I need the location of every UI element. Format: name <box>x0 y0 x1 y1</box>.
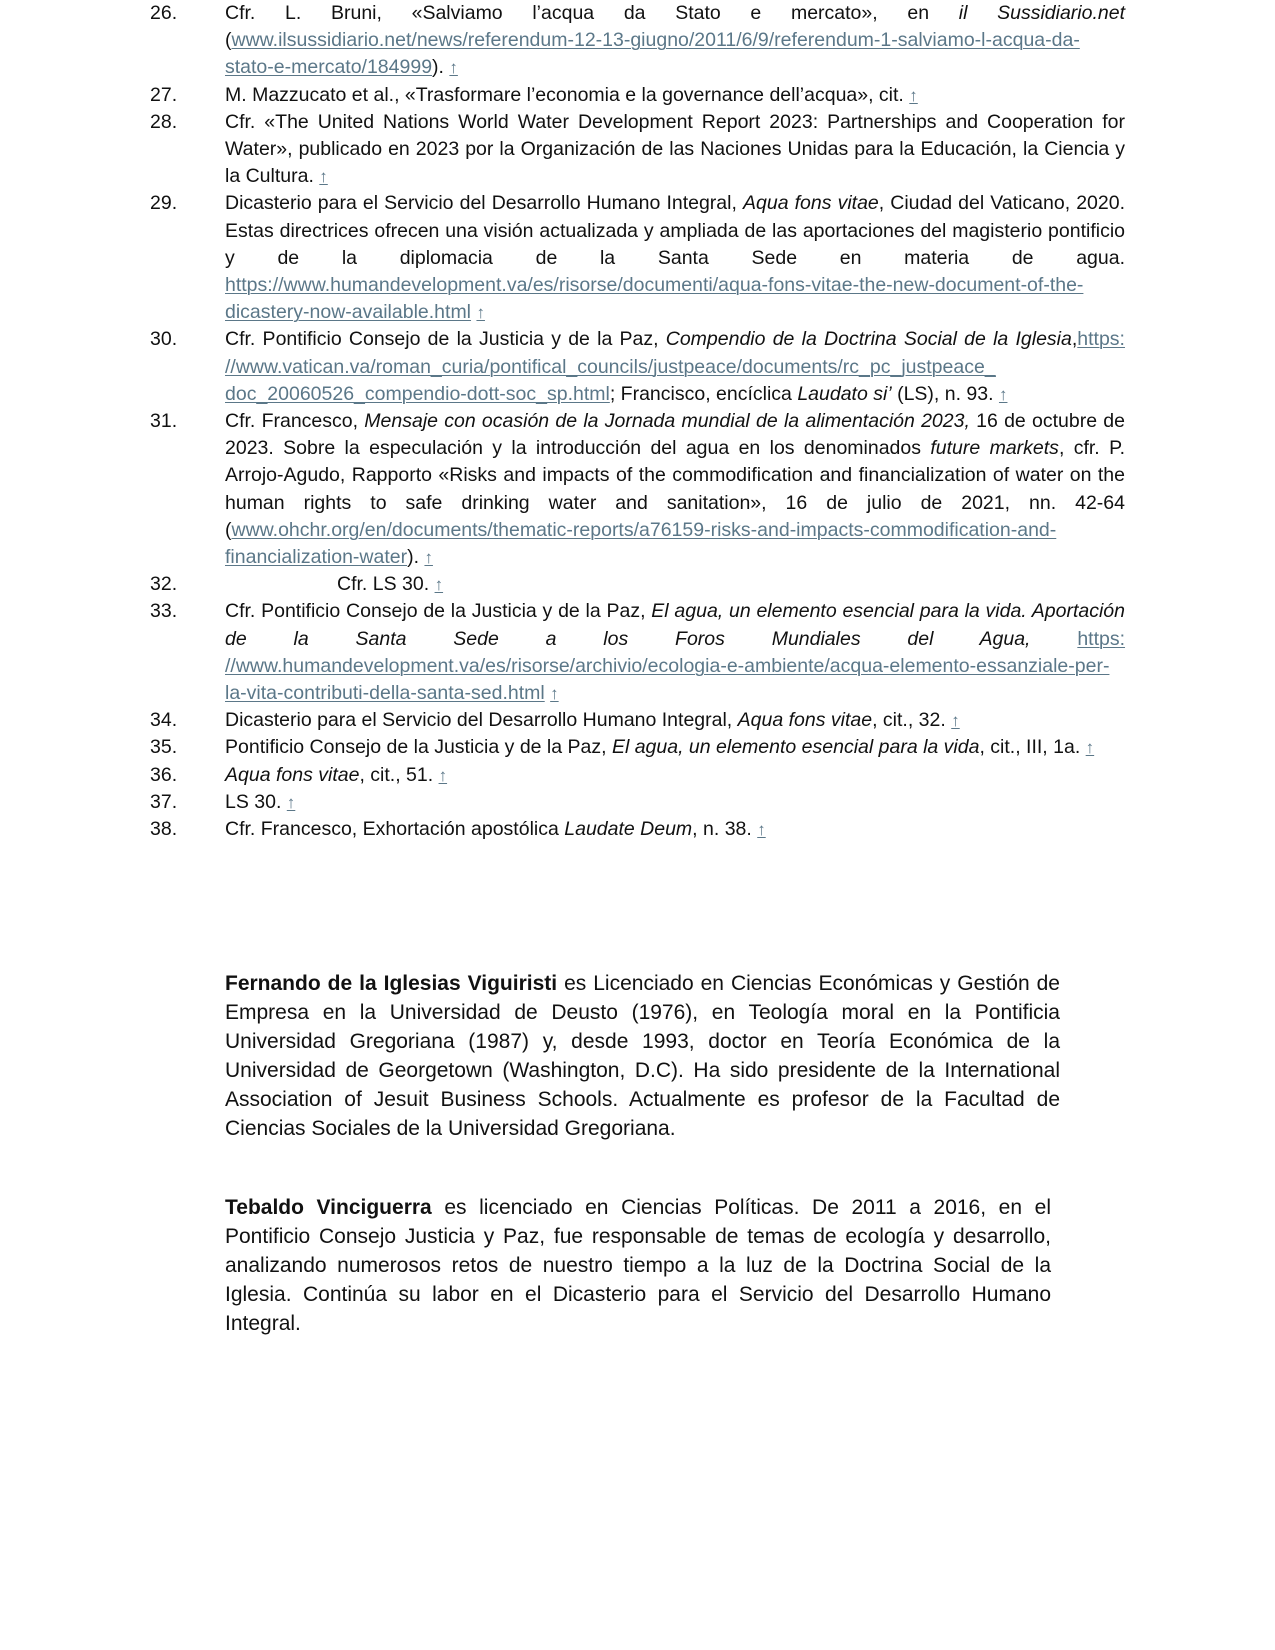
endnote-text <box>225 789 1125 816</box>
back-to-text-arrow-icon[interactable]: ↑ <box>434 575 444 595</box>
endnote-text <box>225 734 1125 761</box>
note-text-run: Cfr. Francesco, Exhortación apostólica <box>225 818 565 841</box>
endnote-item <box>150 571 1125 598</box>
endnote-number: 32. <box>150 573 178 596</box>
note-text-run: ; Francisco, encíclica <box>609 382 798 405</box>
back-to-text-arrow-icon[interactable]: ↑ <box>286 792 296 812</box>
endnote-number: 35. <box>150 736 178 759</box>
note-text-run: Dicasterio para el Servicio del Desarrollo Humano Integral, <box>225 709 738 732</box>
endnote-item <box>150 816 1125 843</box>
note-text-run: Cfr. Francesco, <box>225 410 365 433</box>
endnote-number: 28. <box>150 110 178 133</box>
endnote-item <box>150 190 1125 326</box>
italic-title: Laudate Deum <box>564 818 693 841</box>
endnote-text <box>225 326 1125 408</box>
note-text-run: Cfr. L. Bruni, «Salviamo l’acqua da Stato e mercato», en <box>225 2 959 24</box>
endnote-item <box>150 707 1125 734</box>
note-text-run: Cfr. Pontificio Consejo de la Justicia y de la Paz, <box>225 328 666 351</box>
back-to-text-arrow-icon[interactable]: ↑ <box>1085 738 1095 758</box>
note-text-run: ). <box>432 56 450 79</box>
reference-link[interactable]: https: //www.vatican.va/roman_curia/pontifical_councils/justpeace/documents/rc_pc_justpeace_ doc_20060526_compendio-dott-soc_sp.html <box>225 328 1125 405</box>
note-text-run: , n. 38. <box>692 818 758 841</box>
note-text-run: , <box>1071 328 1078 351</box>
reference-link[interactable]: https: //www.humandevelopment.va/es/risorse/archivio/ecologia-e-ambiente/acqua-elemento-essanziale-per-la-vita-contributi-della-santa-sed.html <box>225 627 1126 705</box>
endnote-text <box>225 762 1125 789</box>
endnote-text <box>225 408 1125 571</box>
italic-title: Compendio de la Doctrina Social de la Iglesia <box>665 328 1072 351</box>
italic-title: Laudato si’ <box>797 382 892 405</box>
endnote-number: 37. <box>150 790 178 813</box>
italic-title: El agua, un elemento esencial para la vida <box>611 736 980 759</box>
endnote-number: 31. <box>150 410 178 433</box>
author-bio-fernando <box>225 969 1060 1143</box>
back-to-text-arrow-icon[interactable]: ↑ <box>424 548 433 568</box>
back-to-text-arrow-icon[interactable]: ↑ <box>476 303 485 323</box>
author-bio-tebaldo <box>225 1193 1051 1338</box>
endnote-text <box>225 598 1125 707</box>
italic-title: Aqua fons vitae <box>225 763 360 786</box>
endnote-number: 27. <box>150 83 178 106</box>
back-to-text-arrow-icon[interactable]: ↑ <box>550 684 559 704</box>
endnote-text <box>225 109 1125 191</box>
note-text-run: Cfr. «The United Nations World Water Development Report 2023: Partnerships and Cooperation for Water», publicado en 2023 por la Organización de las Naciones Unidas para la Educación, la Ciencia y la Cultura. <box>225 110 1125 188</box>
note-text-run: , cit., III, 1a. <box>979 736 1086 759</box>
endnote-text <box>225 571 1125 598</box>
back-to-text-arrow-icon[interactable]: ↑ <box>319 167 328 187</box>
endnote-number: 30. <box>150 328 178 351</box>
endnote-text <box>225 707 1125 734</box>
italic-title: Aqua fons vitae <box>737 709 873 732</box>
note-text-run: LS 30. <box>225 790 287 813</box>
endnote-item <box>150 82 1125 109</box>
endnote-number: 36. <box>150 763 178 786</box>
note-text-run: M. Mazzucato et al., «Trasformare l’economia e la governance dell’acqua», cit. <box>225 83 910 106</box>
endnote-number: 34. <box>150 709 178 732</box>
reference-link[interactable]: https://www.humandevelopment.va/es/risorse/documenti/aqua-fons-vitae-the-new-document-of-the-dicastery-now-available.html <box>225 274 1084 324</box>
author-bio-text: es Licenciado en Ciencias Económicas y Gestión de Empresa en la Universidad de Deusto (1976), en Teología moral en la Pontificia Universidad Gregoriana (1987) y, desde 1993, doctor en Teoría Económica de la Universidad de Georgetown (Washington, D.C). Ha sido presidente de la International Association of Jesuit Business Schools. Actualmente es profesor de la Facultad de Ciencias Sociales de la Universidad Gregoriana. <box>225 972 1060 1140</box>
endnote-number: 26. <box>150 2 178 24</box>
endnote-item <box>150 0 1125 82</box>
endnotes-list <box>150 0 1125 843</box>
endnote-item <box>150 598 1125 707</box>
endnote-item <box>150 408 1125 571</box>
italic-title: Mensaje con ocasión de la Jornada mundial de la alimentación 2023, <box>364 410 970 433</box>
note-text-run: (LS), n. 93. <box>891 382 999 405</box>
endnote-text <box>225 0 1125 82</box>
note-text-run: Dicasterio para el Servicio del Desarrollo Humano Integral, <box>225 192 743 215</box>
endnote-number: 29. <box>150 192 178 215</box>
endnote-text <box>225 190 1125 326</box>
note-text-run <box>1030 628 1077 650</box>
endnote-text <box>225 816 1125 843</box>
endnote-text <box>225 82 1125 109</box>
note-text-run: , cit., 32. <box>872 709 952 732</box>
back-to-text-arrow-icon[interactable]: ↑ <box>757 820 766 840</box>
back-to-text-arrow-icon[interactable]: ↑ <box>438 765 448 785</box>
note-text-run: Cfr. LS 30. <box>337 573 435 596</box>
note-text-run: Pontificio Consejo de la Justicia y de la Paz, <box>225 736 612 759</box>
back-to-text-arrow-icon[interactable]: ↑ <box>951 711 960 731</box>
note-text-run: ). <box>407 546 425 569</box>
endnote-item <box>150 326 1125 408</box>
endnote-number: 33. <box>150 600 178 623</box>
author-name: Tebaldo Vinciguerra <box>225 1196 432 1219</box>
endnote-item <box>150 762 1125 789</box>
author-name: Fernando de la Iglesias Viguiristi <box>225 972 558 995</box>
endnote-number: 38. <box>150 818 178 841</box>
reference-link[interactable]: www.ohchr.org/en/documents/thematic-reports/a76159-risks-and-impacts-commodification-and-financialization-water <box>225 518 1057 569</box>
note-text-run: 16 de octubre de 2023. Sobre la especulación y la introducción del agua en los denominados <box>225 410 1125 460</box>
endnote-item <box>150 789 1125 816</box>
note-text-run: ( <box>225 29 232 52</box>
italic-title: Aqua fons vitae <box>743 192 879 215</box>
note-text-run: , Ciudad del Vaticano, 2020. Estas directrices ofrecen una visión actualizada y ampliada de las aportaciones del magisterio pontificio y de la diplomacia de la Santa Sede en materia de agua. <box>225 192 1125 269</box>
note-text-run: Cfr. Pontificio Consejo de la Justicia y de la Paz, <box>225 600 652 623</box>
back-to-text-arrow-icon[interactable]: ↑ <box>909 85 918 105</box>
italic-title: future markets <box>930 437 1059 460</box>
italic-title: il Sussidiario.net <box>958 2 1126 24</box>
endnote-item <box>150 109 1125 191</box>
back-to-text-arrow-icon[interactable]: ↑ <box>449 58 458 78</box>
italic-title: El agua, un elemento esencial para la vida. Aportación de la Santa Sede a los Foros Mundiales del Agua, <box>225 600 1125 650</box>
reference-link[interactable]: www.ilsussidiario.net/news/referendum-12-13-giugno/2011/6/9/referendum-1-salviamo-l-acqua-da-stato-e-mercato/184999 <box>225 29 1080 79</box>
author-bio-text: es licenciado en Ciencias Políticas. De 2011 a 2016, en el Pontificio Consejo Justicia y Paz, fue responsable de temas de ecología y desarrollo, analizando numerosos retos de nuestro tiempo a la luz de la Doctrina Social de la Iglesia. Continúa su labor en el Dicasterio para el Servicio del Desarrollo Humano Integral. <box>225 1196 1051 1335</box>
back-to-text-arrow-icon[interactable]: ↑ <box>998 384 1008 404</box>
note-text-run: , cit., 51. <box>359 763 439 786</box>
note-text-run: , cfr. P. Arrojo-Agudo, Rapporto «Risks and impacts of the commodification and financialization of water on the human rights to safe drinking water and sanitation», 16 de julio de 2021, nn. 42-64 ( <box>225 437 1125 541</box>
endnote-item <box>150 734 1125 761</box>
